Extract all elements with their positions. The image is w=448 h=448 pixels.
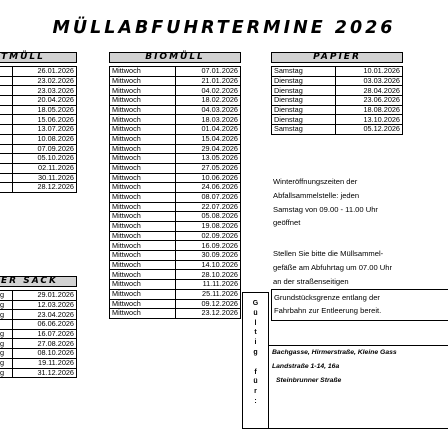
table-row <box>110 309 241 319</box>
date-cell: 27.05.2026 <box>176 163 241 173</box>
date-cell: 25.11.2026 <box>176 289 241 299</box>
boxed-note <box>271 289 448 321</box>
weekday-cell: g <box>0 358 13 368</box>
gueltig-letter: ü <box>253 378 258 386</box>
table-row <box>0 67 77 77</box>
table-row <box>0 183 77 193</box>
date-cell: 08.07.2026 <box>176 192 241 202</box>
weekday-cell: Mittwoch <box>110 173 176 183</box>
weekday-cell: Mittwoch <box>110 202 176 212</box>
note-line: Samstag von 09.00 - 11.00 Uhr <box>273 204 378 214</box>
note-line: Stellen Sie bitte die Müllsammel- <box>273 249 384 258</box>
date-cell: 23.12.2026 <box>176 309 241 319</box>
date-cell: 19.08.2026 <box>176 222 241 232</box>
date-cell: 21.01.2026 <box>176 76 241 86</box>
weekday-cell: Mittwoch <box>110 280 176 290</box>
table-row <box>0 349 77 359</box>
table-row <box>110 183 241 193</box>
weekday-cell: Dienstag <box>272 76 336 86</box>
note-line: an der straßenseitigen <box>273 276 349 286</box>
table-row <box>110 115 241 125</box>
date-cell: 23.03.2026 <box>13 86 77 96</box>
gueltig-letter: i <box>254 339 257 347</box>
date-cell: 15.04.2026 <box>176 134 241 144</box>
weekday-cell: Mittwoch <box>110 125 176 135</box>
divider-line <box>269 345 448 346</box>
weekday-cell: g <box>0 329 13 339</box>
weekday-cell <box>0 154 13 164</box>
gueltig-letter: : <box>254 397 257 405</box>
date-cell: 02.09.2026 <box>176 231 241 241</box>
date-cell: 28.04.2026 <box>336 86 403 96</box>
date-cell: 18.03.2026 <box>176 115 241 125</box>
date-cell: 12.03.2026 <box>13 300 77 310</box>
date-cell: 26.01.2026 <box>13 67 77 77</box>
table-row <box>0 320 77 330</box>
address-line: Bachgasse, Hirmerstraße, Kleine Gass <box>272 349 397 356</box>
table-row <box>0 154 77 164</box>
weekday-cell <box>0 183 13 193</box>
table-row <box>110 241 241 251</box>
date-cell: 13.07.2026 <box>13 125 77 135</box>
weekday-cell: Mittwoch <box>110 86 176 96</box>
date-cell: 31.12.2026 <box>13 368 77 378</box>
weekday-cell: Mittwoch <box>110 67 176 77</box>
table-row <box>110 299 241 309</box>
date-cell: 18.08.2026 <box>336 105 403 115</box>
gueltig-letter: t <box>254 329 257 337</box>
table-row <box>0 96 77 106</box>
note-line: Winteröffnungszeiten der <box>273 177 358 186</box>
weekday-cell: Samstag <box>272 125 336 135</box>
weekday-cell <box>0 86 13 96</box>
date-cell: 11.11.2026 <box>176 280 241 290</box>
weekday-cell: Mittwoch <box>110 183 176 193</box>
date-cell: 23.02.2026 <box>13 76 77 86</box>
weekday-cell <box>0 115 13 125</box>
weekday-cell: g <box>0 291 13 301</box>
table-row <box>110 231 241 241</box>
table-row <box>110 144 241 154</box>
weekday-cell: Mittwoch <box>110 105 176 115</box>
table-row <box>0 329 77 339</box>
gueltig-fuer-box <box>242 292 269 429</box>
date-cell: 05.08.2026 <box>176 212 241 222</box>
table-row <box>110 222 241 232</box>
date-cell: 15.06.2026 <box>13 115 77 125</box>
date-cell: 29.01.2026 <box>13 291 77 301</box>
weekday-cell: Dienstag <box>272 96 336 106</box>
papier-header: PAPIER <box>271 52 403 63</box>
table-row <box>110 67 241 77</box>
table-row <box>110 260 241 270</box>
weekday-cell: Mittwoch <box>110 231 176 241</box>
date-cell: 22.07.2026 <box>176 202 241 212</box>
weekday-cell: Mittwoch <box>110 163 176 173</box>
weekday-cell <box>0 134 13 144</box>
note-line: Fahrbahn zur Entleerung bereit. <box>274 306 382 316</box>
date-cell: 20.04.2026 <box>13 96 77 106</box>
table-row <box>110 192 241 202</box>
date-cell: 03.03.2026 <box>336 76 403 86</box>
table-row <box>0 339 77 349</box>
table-row <box>272 96 403 106</box>
weekday-cell <box>0 125 13 135</box>
weekday-cell: Dienstag <box>272 105 336 115</box>
date-cell: 09.12.2026 <box>176 299 241 309</box>
table-row <box>110 163 241 173</box>
weekday-cell: Mittwoch <box>110 115 176 125</box>
weekday-cell: Dienstag <box>272 86 336 96</box>
date-cell: 02.11.2026 <box>13 163 77 173</box>
date-cell: 19.11.2026 <box>13 358 77 368</box>
table-row <box>110 154 241 164</box>
date-cell: 23.06.2026 <box>336 96 403 106</box>
date-cell: 27.08.2026 <box>13 339 77 349</box>
gueltig-letter: g <box>253 348 258 356</box>
gueltig-letter: l <box>254 319 257 327</box>
date-cell: 05.10.2026 <box>13 154 77 164</box>
date-cell: 10.08.2026 <box>13 134 77 144</box>
table-row <box>110 251 241 261</box>
table-row <box>0 163 77 173</box>
table-row <box>272 67 403 77</box>
date-cell: 16.07.2026 <box>13 329 77 339</box>
date-cell: 07.01.2026 <box>176 67 241 77</box>
table-row <box>0 291 77 301</box>
date-cell: 05.12.2026 <box>336 125 403 135</box>
gueltig-fuer-label <box>243 299 268 407</box>
table-row <box>110 212 241 222</box>
gueltig-letter: r <box>254 388 257 396</box>
date-cell: 30.09.2026 <box>176 251 241 261</box>
date-cell: 06.06.2026 <box>13 320 77 330</box>
table-row <box>272 105 403 115</box>
address-line: Landstraße 1-14, 16a <box>272 363 340 370</box>
weekday-cell <box>0 320 13 330</box>
weekday-cell <box>0 96 13 106</box>
date-cell: 18.05.2026 <box>13 105 77 115</box>
weekday-cell: g <box>0 368 13 378</box>
gueltig-letter: f <box>254 368 257 376</box>
table-row <box>272 115 403 125</box>
weekday-cell: g <box>0 349 13 359</box>
weekday-cell: Mittwoch <box>110 212 176 222</box>
date-cell: 30.11.2026 <box>13 173 77 183</box>
restmuell-header: TMÜLL <box>0 52 77 63</box>
table-row <box>0 115 77 125</box>
instructions-note <box>273 247 392 288</box>
page-title: MÜLLABFUHRTERMINE 2026 <box>52 18 396 38</box>
weekday-cell: Mittwoch <box>110 260 176 270</box>
date-cell: 28.10.2026 <box>176 270 241 280</box>
table-row <box>272 76 403 86</box>
table-row <box>0 105 77 115</box>
weekday-cell: Mittwoch <box>110 241 176 251</box>
date-cell: 04.02.2026 <box>176 86 241 96</box>
note-line: Abfallsammelstelle: jeden <box>273 190 360 200</box>
table-row <box>0 144 77 154</box>
table-row <box>272 86 403 96</box>
table-row <box>110 76 241 86</box>
weekday-cell: Mittwoch <box>110 154 176 164</box>
table-row <box>0 368 77 378</box>
date-cell: 10.01.2026 <box>336 67 403 77</box>
table-row <box>110 125 241 135</box>
table-row <box>0 76 77 86</box>
table-row <box>110 105 241 115</box>
table-row <box>110 202 241 212</box>
winter-opening-note <box>273 175 378 230</box>
table-row <box>0 86 77 96</box>
date-cell: 14.10.2026 <box>176 260 241 270</box>
gueltig-letter <box>243 358 268 368</box>
date-cell: 01.04.2026 <box>176 125 241 135</box>
weekday-cell: g <box>0 300 13 310</box>
weekday-cell: Mittwoch <box>110 309 176 319</box>
note-line: gefäße am Abfuhrtag um 07.00 Uhr <box>273 262 393 272</box>
table-row <box>272 125 403 135</box>
weekday-cell: g <box>0 310 13 320</box>
table-row <box>0 310 77 320</box>
weekday-cell: Mittwoch <box>110 289 176 299</box>
date-cell: 07.09.2026 <box>13 144 77 154</box>
date-cell: 23.04.2026 <box>13 310 77 320</box>
weekday-cell <box>0 163 13 173</box>
table-row <box>0 134 77 144</box>
divider-line <box>242 428 448 429</box>
weekday-cell: Mittwoch <box>110 144 176 154</box>
gueltig-letter: ü <box>253 309 258 317</box>
table-row <box>0 300 77 310</box>
table-row <box>110 280 241 290</box>
weekday-cell: Dienstag <box>272 115 336 125</box>
table-row <box>0 358 77 368</box>
note-line: Grundstücksgrenze entlang der <box>274 293 380 302</box>
papier-table <box>271 66 403 135</box>
date-cell: 04.03.2026 <box>176 105 241 115</box>
table-row <box>110 270 241 280</box>
weekday-cell <box>0 76 13 86</box>
address-line: Steinbrunner Straße <box>276 377 342 384</box>
biomuell-table <box>109 66 241 319</box>
gelber-sack-table <box>0 290 77 378</box>
weekday-cell <box>0 144 13 154</box>
weekday-cell: Mittwoch <box>110 134 176 144</box>
gueltig-letter: G <box>252 300 259 307</box>
weekday-cell: Mittwoch <box>110 251 176 261</box>
table-row <box>0 125 77 135</box>
restmuell-table <box>0 66 77 193</box>
date-cell: 24.06.2026 <box>176 183 241 193</box>
table-row <box>110 173 241 183</box>
date-cell: 10.06.2026 <box>176 173 241 183</box>
table-row <box>110 86 241 96</box>
table-row <box>110 96 241 106</box>
date-cell: 08.10.2026 <box>13 349 77 359</box>
date-cell: 28.12.2026 <box>13 183 77 193</box>
note-line: geöffnet <box>273 218 301 228</box>
gelber-sack-header: ER SACK <box>0 276 77 287</box>
table-row <box>0 173 77 183</box>
table-row <box>110 134 241 144</box>
weekday-cell: Mittwoch <box>110 222 176 232</box>
date-cell: 18.02.2026 <box>176 96 241 106</box>
biomuell-header: BIOMÜLL <box>109 52 241 63</box>
weekday-cell <box>0 105 13 115</box>
date-cell: 13.10.2026 <box>336 115 403 125</box>
date-cell: 16.09.2026 <box>176 241 241 251</box>
weekday-cell <box>0 173 13 183</box>
date-cell: 29.04.2026 <box>176 144 241 154</box>
date-cell: 13.05.2026 <box>176 154 241 164</box>
weekday-cell: Mittwoch <box>110 96 176 106</box>
weekday-cell: Mittwoch <box>110 76 176 86</box>
weekday-cell: g <box>0 339 13 349</box>
table-row <box>110 289 241 299</box>
weekday-cell: Samstag <box>272 67 336 77</box>
weekday-cell: Mittwoch <box>110 299 176 309</box>
weekday-cell: Mittwoch <box>110 270 176 280</box>
weekday-cell <box>0 67 13 77</box>
weekday-cell: Mittwoch <box>110 192 176 202</box>
